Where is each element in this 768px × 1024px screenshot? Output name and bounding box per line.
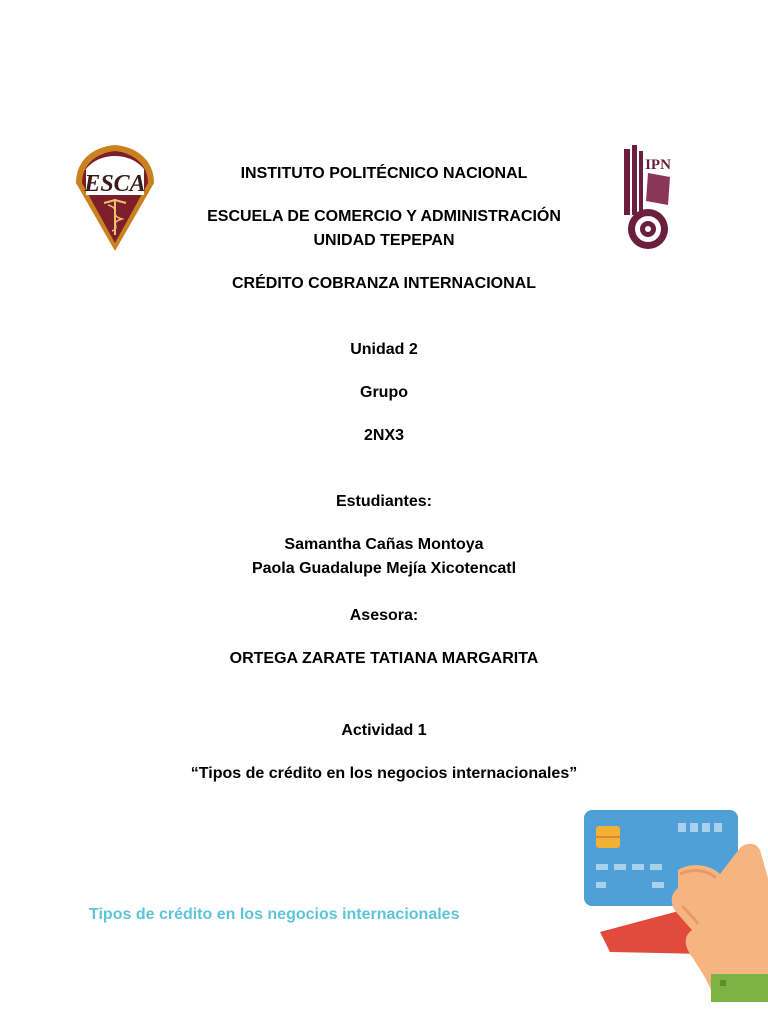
activity-title: “Tipos de crédito en los negocios internacionales” <box>190 765 578 782</box>
advisor-label: Asesora: <box>349 607 419 624</box>
school-unit: UNIDAD TEPEPAN <box>313 232 455 249</box>
school-name: ESCUELA DE COMERCIO Y ADMINISTRACIÓN <box>207 208 561 225</box>
institute-title: INSTITUTO POLITÉCNICO NACIONAL <box>240 165 528 182</box>
footer-subtitle: Tipos de crédito en los negocios internacionales <box>89 906 460 923</box>
group-label: Grupo <box>360 384 408 401</box>
esca-logo-text: ESCA <box>84 171 146 197</box>
student-name: Paola Guadalupe Mejía Xicotencatl <box>251 560 517 577</box>
group-value: 2NX3 <box>363 427 405 444</box>
ipn-logo-text: IPN <box>645 157 671 173</box>
activity-label: Actividad 1 <box>341 722 427 739</box>
student-name: Samantha Cañas Montoya <box>284 536 484 553</box>
students-label: Estudiantes: <box>335 493 432 510</box>
unit-label: Unidad 2 <box>350 341 418 358</box>
course-title: CRÉDITO COBRANZA INTERNACIONAL <box>232 275 536 292</box>
advisor-name: ORTEGA ZARATE TATIANA MARGARITA <box>229 650 539 667</box>
credit-card-hand-illustration <box>580 808 768 1024</box>
